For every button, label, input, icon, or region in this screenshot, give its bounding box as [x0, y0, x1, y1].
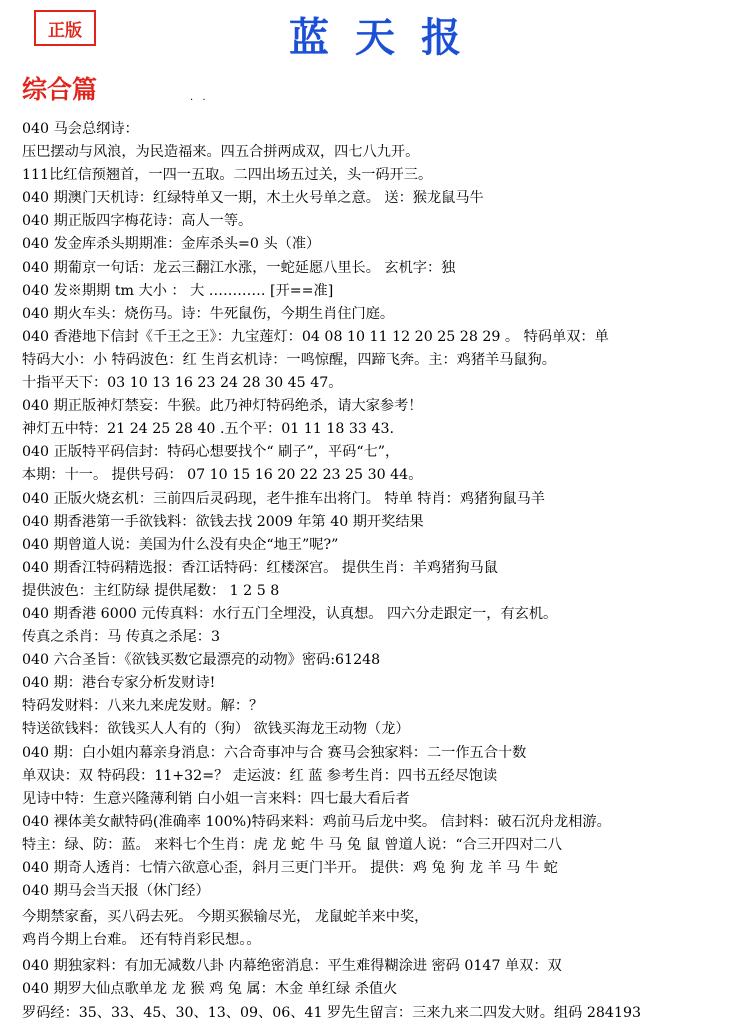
text-line: 040 期葡京一句话：龙云三翻江水涨，一蛇延愿八里长。 玄机字：独	[22, 259, 456, 276]
text-line: 040 期香江特码精选报：香江话特码：红楼深宫。 提供生肖：羊鸡猪狗马鼠	[22, 559, 498, 576]
text-line: 040 马会总纲诗：	[22, 121, 139, 137]
text-line: 040 正版火烧玄机：三前四后灵码现，老牛推车出将门。 特单 特肖：鸡猪狗鼠马羊	[22, 490, 545, 507]
text-line: 040 期马会当天报（休门经）	[22, 883, 210, 900]
text-line: 040 期曾道人说：美国为什么没有央企“地王”呢?”	[22, 536, 339, 553]
text-line: 传真之杀肖：马 传真之杀尾：3	[22, 629, 220, 646]
text-line: 特码发财料：八来九来虎发财。解：？	[22, 698, 264, 715]
text-line: 040 正版特平码信封：特码心想要找个“ 刷子”，平码“七”，	[22, 444, 400, 461]
text-line: 040 期澳门天机诗：红绿特单又一期，木土火号单之意。 送：猴龙鼠马牛	[22, 190, 484, 207]
text-line: 040 期香港 6000 元传真料：水行五门全埋没，认真想。 四六分走跟定一，有玄机。	[22, 605, 558, 622]
text-line: 040 裸体美女献特码(准确率 100%)特码来料：鸡前马后龙中奖。 信封料：破石沉舟龙相游。	[22, 813, 611, 830]
section-heading: 综合篇	[22, 75, 98, 104]
text-line: 040 期奇人透肖：七情六欲意心歪，斜月三更门半开。 提供：鸡 兔 狗 龙 羊 马 牛 蛇	[22, 860, 558, 876]
text-line: 040 期香港第一手欲钱料：欲钱去找 2009 年第 40 期开奖结果	[22, 513, 424, 530]
text-line: 特送欲钱料：欲钱买人人有的（狗） 欲钱买海龙王动物（龙）	[22, 721, 410, 738]
text-line: 040 期正版四字梅花诗：高人一等。	[22, 213, 253, 230]
text-line: 特码大小：小 特码波色：红 生肖玄机诗：一鸣惊醒，四蹄飞奔。主：鸡猪羊马鼠狗。	[22, 351, 556, 368]
text-line: 040 香港地下信封《千王之王》：九宝莲灯：04 08 10 11 12 20 25 28 29 。 特码单双：单	[22, 328, 609, 345]
article-body	[22, 118, 738, 1025]
page-title: 蓝天报	[289, 15, 487, 61]
text-line: 040 期火车头：烧伤马。诗：牛死鼠伤，今期生肖住门庭。	[22, 305, 395, 322]
text-line: 040 期：白小姐内幕亲身消息：六合奇事冲与合 赛马会独家料：二一作五合十数	[22, 744, 527, 761]
text-line: 罗码经：35、33、45、30、13、09、06、41 罗先生留言：三来九来二四发大财。组码 284193	[22, 1004, 642, 1021]
text-line: 见诗中特：生意兴隆薄利销 白小姐一言来料：四七最大看后者	[22, 790, 410, 807]
text-line: 特主：绿、防：蓝。 来料七个生肖：虎 龙 蛇 牛 马 兔 鼠 曾道人说：“合三开四对二八	[22, 836, 562, 853]
text-line: 压巴摆动与风浪，为民造福来。四五合拼两成双，四七八九开。	[22, 144, 420, 161]
text-line: 040 期独家料：有加无减数八卦 内幕绝密消息：平生难得糊涂进 密码 0147 单双：双	[22, 958, 562, 975]
text-line: 040 期：港台专家分析发财诗!	[22, 675, 216, 692]
text-line: 神灯五中特：21 24 25 28 40 .五个平：01 11 18 33 43.	[22, 421, 395, 438]
text-line: 040 期罗大仙点歌单龙 龙 猴 鸡 兔 属：木金 单红绿 杀值火	[22, 981, 398, 998]
text-line: 提供波色：主红防绿 提供尾数： 1 2 5 8	[22, 582, 280, 599]
text-line: 040 期正版神灯禁妄：牛猴。此乃神灯特码绝杀，请大家参考！	[22, 398, 423, 415]
genuine-stamp: 正版	[34, 10, 96, 46]
text-line: 鸡肖今期上台难。 还有特肖彩民想。。	[22, 932, 261, 949]
text-line: 本期：十一。 提供号码： 07 10 15 16 20 22 23 25 30 44。	[22, 467, 423, 484]
text-line: 040 六合圣旨：《欲钱买数它最漂亮的动物》密码:61248	[22, 652, 381, 669]
text-line: 040 发※期期 tm 大小 ： 大 ………… [开==准]	[22, 282, 334, 299]
text-line: 111比红信预翘首，一四一五取。二四出场五过关，头一码开三。	[22, 167, 433, 184]
dot-mark: . .	[190, 92, 209, 103]
text-line: 040 发金库杀头期期准：金库杀头=0 头（准）	[22, 236, 321, 253]
text-line: 十指平天下：03 10 13 16 23 24 28 30 45 47。	[22, 375, 343, 392]
text-line: 今期禁家畜，买八码去死。 今期买猴输尽光， 龙鼠蛇羊来中奖，	[22, 909, 429, 926]
text-line: 单双诀：双 特码段：11+32=？ 走运波：红 蓝 参考生肖：四书五经尽饱读	[22, 767, 498, 784]
